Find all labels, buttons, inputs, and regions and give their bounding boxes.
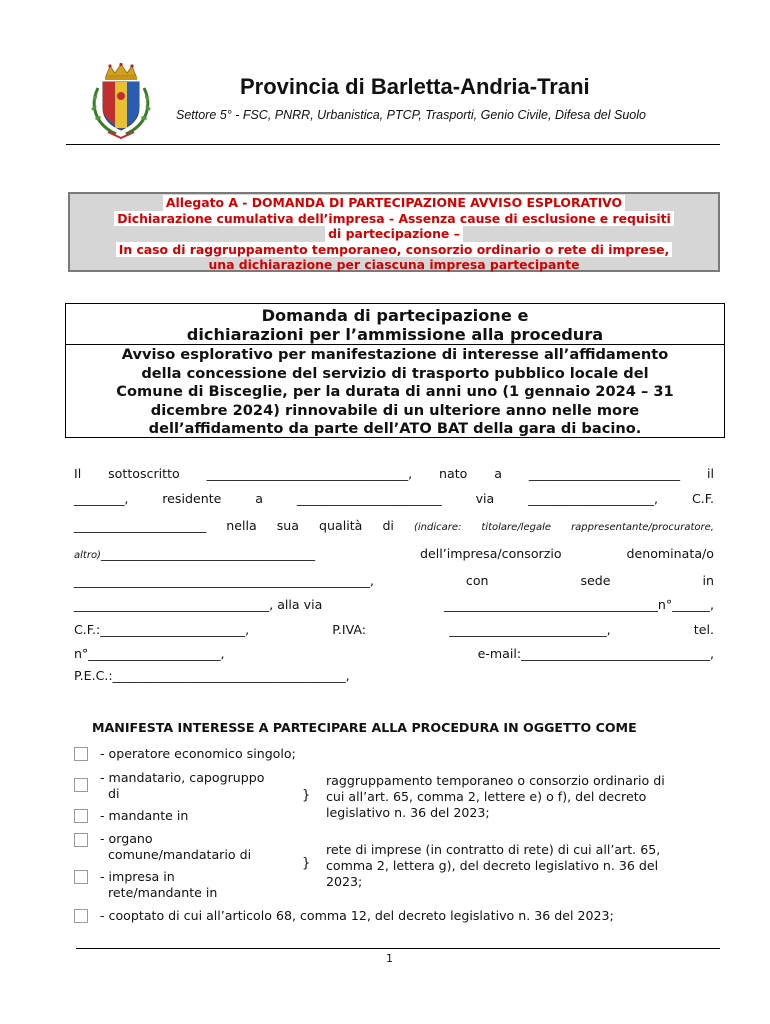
description-line: legislativo n. 36 del 2023; [326,804,490,820]
form-text: sua [276,518,300,533]
form-text: dell’impresa/consorzio [420,546,562,561]
form-text: qualità [319,518,363,533]
footer-divider [76,948,720,949]
application-title [66,306,724,344]
option-mandatary [100,770,264,802]
checkbox-mandant[interactable] [74,809,88,823]
form-text: nato [439,466,468,481]
name-blank[interactable]: ________________________________, [206,466,413,481]
checkbox-common-organ[interactable] [74,833,88,847]
form-text: il [706,466,714,481]
form-text: con [465,573,489,588]
checkbox-network-company[interactable] [74,870,88,884]
notice-line2: della concessione del servizio di trasporto pubblico locale del [141,364,649,382]
phone-blank[interactable]: n°_____________________, [74,646,225,661]
form-text: tel. [693,622,714,637]
application-box-divider [66,344,724,345]
residence-blank[interactable]: _______________________ [296,491,442,506]
application-title-box [65,303,725,438]
form-line-company [74,546,714,561]
tax-code-blank[interactable]: _____________________ [74,518,207,533]
description-line: raggruppamento temporaneo o consorzio ordinario di [326,773,665,788]
attachment-subtitle-line2: di partecipazione – [325,226,463,242]
vat-blank[interactable]: _________________________, [449,622,611,637]
form-text: a [255,491,263,506]
form-text: in [702,573,714,588]
role-hint: rappresentante/procuratore, [571,522,714,533]
option-mandatary-line1: - mandatario, capogruppo [100,770,265,785]
notice-line1: Avviso esplorativo per manifestazione di interesse all’affidamento [121,346,669,363]
role-hint: altro) [74,550,101,561]
option-single-operator: - operatore economico singolo; [100,746,296,761]
email-blank[interactable]: e-mail:______________________________, [477,646,714,661]
checkbox-co-opted[interactable] [74,909,88,923]
role-hint: titolare/legale [481,522,552,533]
city-blank[interactable]: _______________________________, alla via [74,597,323,612]
form-text: a [494,466,503,481]
form-line-pec [74,668,714,683]
pec-blank[interactable]: P.E.C.:_____________________________________, [74,668,350,683]
grouping-brace: } [302,856,311,871]
page-number: 1 [386,952,393,965]
description-line: rete di imprese (in contratto di rete) di cui all’art. 65, [326,842,661,857]
description-line: comma 2, lettera g), del decreto legislativo n. 36 del [326,857,659,873]
description-line: cui all’art. 65, comma 2, lettere e) o f), del decreto [326,788,647,804]
option-network-company-line2: rete/mandante in [108,884,218,900]
role-hint: (indicare: [413,522,462,533]
option-mandant: - mandante in [100,808,189,823]
checkbox-mandatary[interactable] [74,778,88,792]
form-line-contacts [74,646,714,661]
form-text: P.IVA: [332,622,367,637]
company-tax-code-blank[interactable]: C.F.:_______________________, [74,622,250,637]
application-title-line1: Domanda di partecipazione e [261,306,529,325]
option-co-opted: - cooptato di cui all’articolo 68, comma 12, del decreto legislativo n. 36 del 2023; [100,908,614,923]
description-line: 2023; [326,873,363,889]
grouping-description-a [326,773,665,820]
province-title: Provincia di Barletta-Andria-Trani [240,74,590,99]
form-text: Il [74,466,82,481]
notice-line3: Comune di Bisceglie, per la durata di anni uno (1 gennaio 2024 – 31 [116,383,674,401]
notice-line4: dicembre 2024) rinnovabile di un ulteriore anno nelle more [150,401,640,419]
attachment-note-line2: una dichiarazione per ciascuna impresa partecipante [208,257,580,273]
form-text: residente [162,491,222,506]
attachment-note-line1: In caso di raggruppamento temporaneo, consorzio ordinario o rete di imprese, [116,242,673,258]
street-blank[interactable]: ____________________, [528,491,659,506]
birthdate-blank[interactable]: ________, [74,491,129,506]
option-common-organ-line2: comune/mandatario di [108,846,252,862]
form-text: sottoscritto [108,466,180,481]
notice-description [66,346,724,439]
option-common-organ [100,831,251,863]
form-text: nella [226,518,257,533]
company-name-blank[interactable]: _______________________________________________, [74,573,374,588]
notice-line5: dell’affidamento da parte dell’ATO BAT della gara di bacino. [148,420,642,438]
form-text: di [382,518,394,533]
province-coat-of-arms-logo [86,62,156,140]
form-line-signatory [74,466,714,481]
form-line-residence [74,491,714,506]
grouping-description-b [326,842,660,889]
form-line-role [74,518,714,533]
option-common-organ-line1: - organo [100,831,153,846]
option-mandatary-line2: di [108,785,120,801]
option-network-company [100,869,217,901]
form-text: C.F. [691,491,714,506]
form-text: denominata/o [626,546,714,561]
form-line-tax-ids [74,622,714,637]
address-blank[interactable]: __________________________________n°______, [443,597,714,612]
checkbox-single-operator[interactable] [74,747,88,761]
header-divider [66,144,720,145]
attachment-heading-box [68,192,720,272]
form-text: sede [580,573,611,588]
birthplace-blank[interactable]: ________________________ [528,466,681,481]
grouping-brace: } [302,788,311,803]
form-text: via [475,491,495,506]
form-line-address [74,597,714,612]
attachment-title: Allegato A - DOMANDA DI PARTECIPAZIONE AVVISO ESPLORATIVO [163,195,625,211]
application-title-line2: dichiarazioni per l’ammissione alla procedura [186,325,604,344]
department-subtitle: Settore 5° - FSC, PNRR, Urbanistica, PTCP, Trasporti, Genio Civile, Difesa del Suolo [176,108,646,122]
form-line-company-name [74,573,714,588]
option-network-company-line1: - impresa in [100,869,175,884]
role-blank[interactable]: __________________________________ [100,546,316,561]
section-heading: MANIFESTA INTERESSE A PARTECIPARE ALLA PROCEDURA IN OGGETTO COME [92,720,637,735]
attachment-subtitle-line1: Dichiarazione cumulativa dell’impresa - Assenza cause di esclusione e requisiti [114,211,674,227]
